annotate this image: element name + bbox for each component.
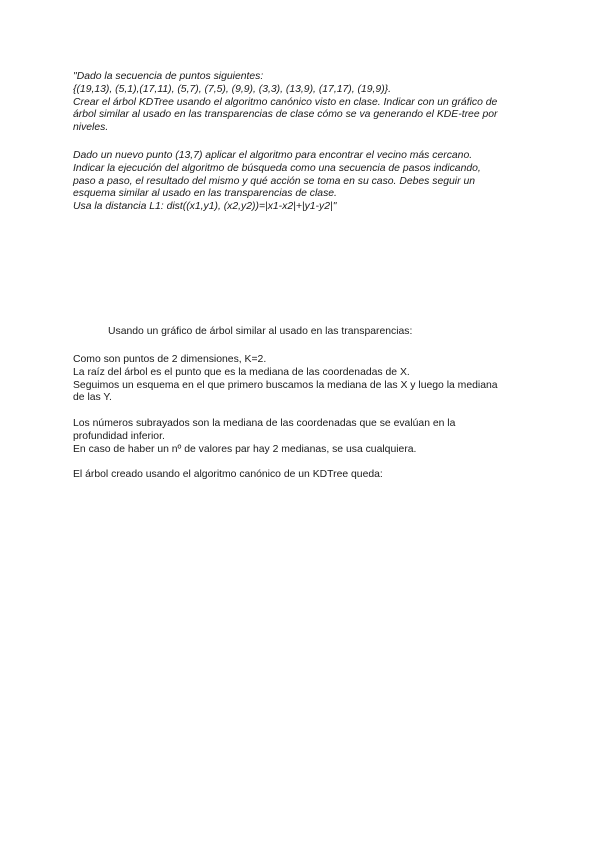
question-line: esquema similar al usado en las transparencias de clase. [73, 188, 337, 200]
answer-line: de las Y. [73, 392, 112, 404]
answer-paragraph-dimensions [73, 354, 533, 405]
statement-line: niveles. [73, 122, 109, 134]
answer-subheading [108, 326, 568, 339]
answer-paragraph-medians [73, 418, 533, 456]
answer-line: Seguimos un esquema en el que primero buscamos la mediana de las X y luego la mediana [73, 379, 498, 391]
answer-line: Como son puntos de 2 dimensiones, K=2. [73, 354, 267, 365]
question-line: Indicar la ejecución del algoritmo de búsqueda como una secuencia de pasos indicando, [73, 162, 481, 174]
answer-line: En caso de haber un nº de valores par hay 2 medianas, se usa cualquiera. [73, 443, 417, 455]
statement-line: árbol similar al usado en las transparencias de clase cómo se va generando el KDE-tree por [73, 109, 498, 121]
exercise-statement [73, 71, 533, 135]
question-line: paso a paso, el resultado del mismo y qué acción se toma en su caso. Debes seguir un [73, 175, 475, 187]
answer-line: profundidad inferior. [73, 430, 165, 442]
answer-line: El árbol creado usando el algoritmo canónico de un KDTree queda: [73, 469, 383, 480]
answer-line: Los números subrayados son la mediana de las coordenadas que se evalúan en la [73, 418, 456, 429]
exercise-question [73, 150, 533, 214]
subheading-text: Usando un gráfico de árbol similar al usado en las transparencias: [108, 326, 413, 337]
answer-paragraph-tree [73, 469, 533, 482]
answer-line: La raíz del árbol es el punto que es la mediana de las coordenadas de X. [73, 366, 410, 378]
statement-line: {(19,13), (5,1),(17,11), (5,7), (7,5), (9,9), (3,3), (13,9), (17,17), (19,9)}. [73, 83, 392, 95]
statement-line: Crear el árbol KDTree usando el algoritmo canónico visto en clase. Indicar con un gráfico de [73, 96, 498, 108]
question-line: Dado un nuevo punto (13,7) aplicar el algoritmo para encontrar el vecino más cercano. [73, 150, 473, 161]
question-line: Usa la distancia L1: dist((x1,y1), (x2,y2))=|x1-x2|+|y1-y2|" [73, 201, 337, 213]
statement-line: "Dado la secuencia de puntos siguientes: [73, 71, 264, 82]
